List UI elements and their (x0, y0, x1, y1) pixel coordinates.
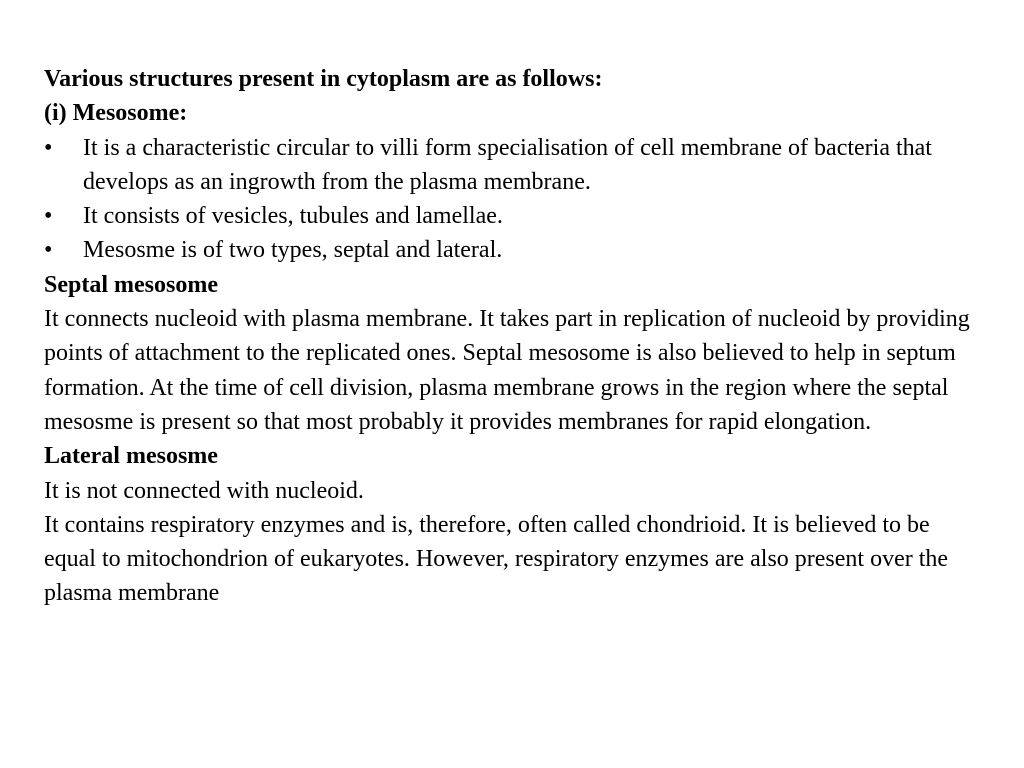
lateral-mesosome-paragraph: It contains respiratory enzymes and is, therefore, often called chondrioid. It is believed to be equal to mitochondrion of eukaryotes. However, respiratory enzymes are also present over the plasma membrane (44, 511, 949, 607)
bullet-text: It consists of vesicles, tubules and lamellae. (83, 203, 503, 230)
mesosome-heading: (i) Mesosome: (44, 100, 188, 127)
lateral-mesosome-heading: Lateral mesosme (44, 443, 218, 470)
bullet-item (44, 199, 984, 233)
bullet-icon: • (44, 237, 53, 264)
bullet-text: It is a characteristic circular to villi form specialisation of cell membrane of bacteria that develops as an ingrowth from the plasma membrane. (83, 134, 932, 195)
bullet-icon: • (44, 134, 53, 161)
intro-heading: Various structures present in cytoplasm are as follows: (44, 66, 603, 92)
septal-mesosome-paragraph: It connects nucleoid with plasma membrane. It takes part in replication of nucleoid by providing points of attachment to the replicated ones. Septal mesosome is also believed to help in septum formation. At the time of cell division, plasma membrane grows in the region where the septal mesosme is present so that most probably it provides membranes for rapid elongation. (44, 306, 970, 435)
bullet-item (44, 131, 984, 200)
lateral-mesosome-line: It is not connected with nucleoid. (44, 477, 364, 504)
septal-mesosome-heading: Septal mesosome (44, 271, 218, 298)
bullet-icon: • (44, 203, 53, 230)
mesosome-bullet-list (44, 131, 984, 268)
bullet-item (44, 233, 984, 267)
bullet-text: Mesosme is of two types, septal and lateral. (83, 237, 503, 264)
slide-content (44, 62, 984, 611)
